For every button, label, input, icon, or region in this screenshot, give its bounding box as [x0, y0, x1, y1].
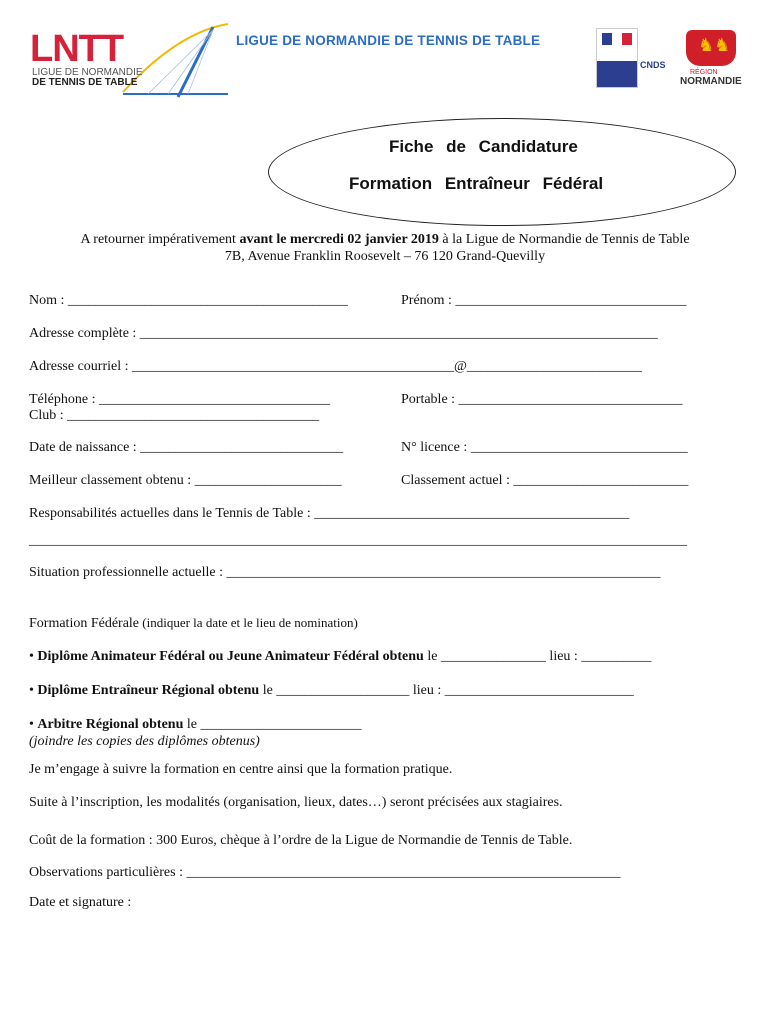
situation-field[interactable]: Situation professionnelle actuelle : ______________________________________________________________ — [29, 565, 661, 580]
title-oval — [268, 118, 736, 226]
ministry-block — [597, 61, 637, 87]
formation-heading — [29, 615, 358, 632]
prenom-field[interactable]: Prénom : _________________________________ — [401, 293, 687, 308]
responsabilites-line2[interactable]: ______________________________________________________________________________________________ — [29, 533, 687, 548]
adresse-field[interactable]: Adresse complète : __________________________________________________________________________ — [29, 326, 658, 341]
region-label: RÉGION — [690, 69, 718, 76]
nom-field[interactable]: Nom : ________________________________________ — [29, 293, 348, 308]
signature-field[interactable]: Date et signature : — [29, 895, 132, 910]
modalites-text: Suite à l’inscription, les modalités (organisation, lieux, dates…) seront précisées aux stagiaires. — [29, 795, 563, 810]
portable-field[interactable]: Portable : ________________________________ — [401, 392, 683, 407]
item3-fields[interactable]: le _______________________ — [183, 717, 362, 732]
region-name: NORMANDIE — [680, 76, 742, 87]
courriel-field[interactable]: Adresse courriel : ______________________________________________@_________________________ — [29, 359, 642, 374]
naissance-field[interactable]: Date de naissance : _____________________________ — [29, 440, 344, 455]
logo-subtitle-line2: DE TENNIS DE TABLE — [32, 77, 138, 88]
item2-fields[interactable]: le ___________________ lieu : ___________________________ — [259, 683, 634, 698]
bullet-icon: • — [29, 649, 34, 664]
cout-text: Coût de la formation : 300 Euros, chèque à l’ordre de la Ligue de Normandie de Tennis de Table. — [29, 833, 573, 848]
league-address: 7B, Avenue Franklin Roosevelt – 76 120 Grand-Quevilly — [224, 249, 546, 264]
logo-text: LNTT — [30, 28, 124, 70]
intro-post: à la Ligue de Normandie de Tennis de Table — [438, 232, 690, 247]
diplome-entraineur-item[interactable] — [29, 683, 634, 699]
responsabilites-field[interactable]: Responsabilités actuelles dans le Tennis de Table : _____________________________________________ — [29, 506, 630, 521]
deadline: avant le mercredi 02 janvier 2019 — [239, 232, 439, 247]
formation-heading-text: Formation Fédérale — [29, 616, 140, 631]
form-subtitle: Formation Entraîneur Fédéral — [349, 174, 604, 193]
club-field[interactable]: Club : ____________________________________ — [29, 408, 320, 423]
formation-heading-note: (indiquer la date et le lieu de nomination) — [139, 615, 358, 630]
diplomes-note: (joindre les copies des diplômes obtenus) — [29, 734, 260, 749]
normandie-shield-icon: ♞♞ — [686, 30, 736, 66]
classement-actuel-field[interactable]: Classement actuel : _________________________ — [401, 473, 689, 488]
licence-field[interactable]: N° licence : _______________________________ — [401, 440, 688, 455]
intro-pre: A retourner impérativement — [80, 232, 240, 247]
cnds-logo: CNDS — [640, 60, 666, 70]
republique-francaise-logo — [596, 28, 638, 88]
form-title: Fiche de Candidature — [389, 137, 578, 156]
telephone-field[interactable]: Téléphone : _________________________________ — [29, 392, 330, 407]
bullet-icon: • — [29, 717, 34, 732]
return-instruction — [0, 232, 770, 248]
logo-subtitle — [32, 68, 143, 88]
lntt-logo — [28, 22, 228, 102]
item2-label: Diplôme Entraîneur Régional obtenu — [37, 683, 260, 698]
item1-label: Diplôme Animateur Fédéral ou Jeune Animateur Fédéral obtenu — [37, 649, 424, 664]
bullet-icon: • — [29, 683, 34, 698]
logo-subtitle-line1: LIGUE DE NORMANDIE — [32, 67, 143, 78]
league-title: LIGUE DE NORMANDIE DE TENNIS DE TABLE — [236, 33, 541, 48]
observations-field[interactable]: Observations particulières : ______________________________________________________________ — [29, 865, 621, 880]
meilleur-classement-field[interactable]: Meilleur classement obtenu : _____________________ — [29, 473, 342, 488]
item1-fields[interactable]: le _______________ lieu : __________ — [423, 649, 652, 664]
item3-label: Arbitre Régional obtenu — [37, 717, 184, 732]
engagement-text: Je m’engage à suivre la formation en centre ainsi que la formation pratique. — [29, 762, 453, 777]
diplome-animateur-item[interactable] — [29, 649, 651, 665]
flag-icon — [602, 33, 632, 45]
arbitre-item[interactable] — [29, 717, 361, 733]
